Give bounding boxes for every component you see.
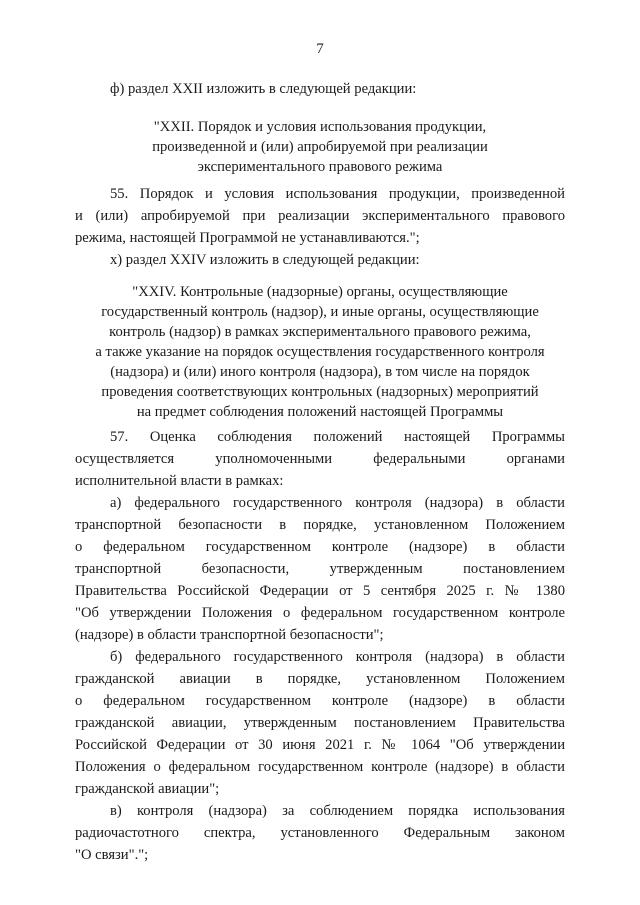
section-heading-line: (надзора) и (или) иного контроля (надзора), в том числе на порядок — [110, 364, 530, 380]
page-number: 7 — [316, 41, 324, 57]
section-heading-line: "XXII. Порядок и условия использования продукции, — [153, 119, 487, 135]
section-heading-line: экспериментального правового режима — [197, 159, 443, 175]
paragraph-line: гражданской авиации, утвержденным постановлением Правительства — [75, 715, 565, 731]
paragraph-line: (надзоре) в области транспортной безопасности"; — [75, 627, 384, 643]
paragraph-line: б) федерального государственного контроля (надзора) в области — [110, 649, 565, 665]
paragraph-line: гражданской авиации"; — [75, 781, 220, 797]
paragraph-line: о федеральном государственном контроле (надзоре) в области — [75, 693, 565, 709]
paragraph-line: режима, настоящей Программой не устанавливаются."; — [75, 230, 420, 246]
section-heading-line: проведения соответствующих контрольных (надзорных) мероприятий — [101, 384, 539, 400]
paragraph-line: и (или) апробируемой при реализации экспериментального правового — [75, 208, 565, 224]
paragraph-line: Правительства Российской Федерации от 5 сентября 2025 г. № 1380 — [75, 583, 565, 599]
paragraph-line: Положения о федеральном государственном контроле (надзоре) в области — [75, 759, 565, 775]
paragraph-line: транспортной безопасности в порядке, установленном Положением — [75, 517, 565, 533]
paragraph-line: ф) раздел XXII изложить в следующей редакции: — [110, 81, 417, 97]
section-heading-line: а также указание на порядок осуществления государственного контроля — [95, 344, 545, 360]
paragraph-line: 55. Порядок и условия использования продукции, произведенной — [110, 186, 565, 202]
paragraph-line: радиочастотного спектра, установленного Федеральным законом — [75, 825, 565, 841]
paragraph-line: транспортной безопасности, утвержденным постановлением — [75, 561, 565, 577]
paragraph-line: о федеральном государственном контроле (надзоре) в области — [75, 539, 565, 555]
paragraph-line: х) раздел XXIV изложить в следующей редакции: — [110, 252, 420, 268]
section-heading-line: государственный контроль (надзор), и иные органы, осуществляющие — [101, 304, 539, 320]
section-heading-line: контроль (надзор) в рамках экспериментального правового режима, — [109, 324, 531, 340]
section-heading-line: произведенной и (или) апробируемой при реализации — [152, 139, 488, 155]
paragraph-line: 57. Оценка соблюдения положений настоящей Программы — [110, 429, 565, 445]
paragraph-line: гражданской авиации в порядке, установленном Положением — [75, 671, 565, 687]
paragraph-line: в) контроля (надзора) за соблюдением порядка использования — [110, 803, 565, 819]
section-heading-line: "XXIV. Контрольные (надзорные) органы, осуществляющие — [132, 284, 508, 300]
paragraph-line: Российской Федерации от 30 июня 2021 г. № 1064 "Об утверждении — [75, 737, 565, 753]
paragraph-line: а) федерального государственного контроля (надзора) в области — [110, 495, 565, 511]
section-heading-line: на предмет соблюдения положений настоящей Программы — [136, 404, 504, 420]
paragraph-line: исполнительной власти в рамках: — [75, 473, 284, 489]
paragraph-line: "О связи"."; — [75, 847, 149, 863]
paragraph-line: "Об утверждении Положения о федеральном государственном контроле — [75, 605, 565, 621]
paragraph-line: осуществляется уполномоченными федеральными органами — [75, 451, 565, 467]
